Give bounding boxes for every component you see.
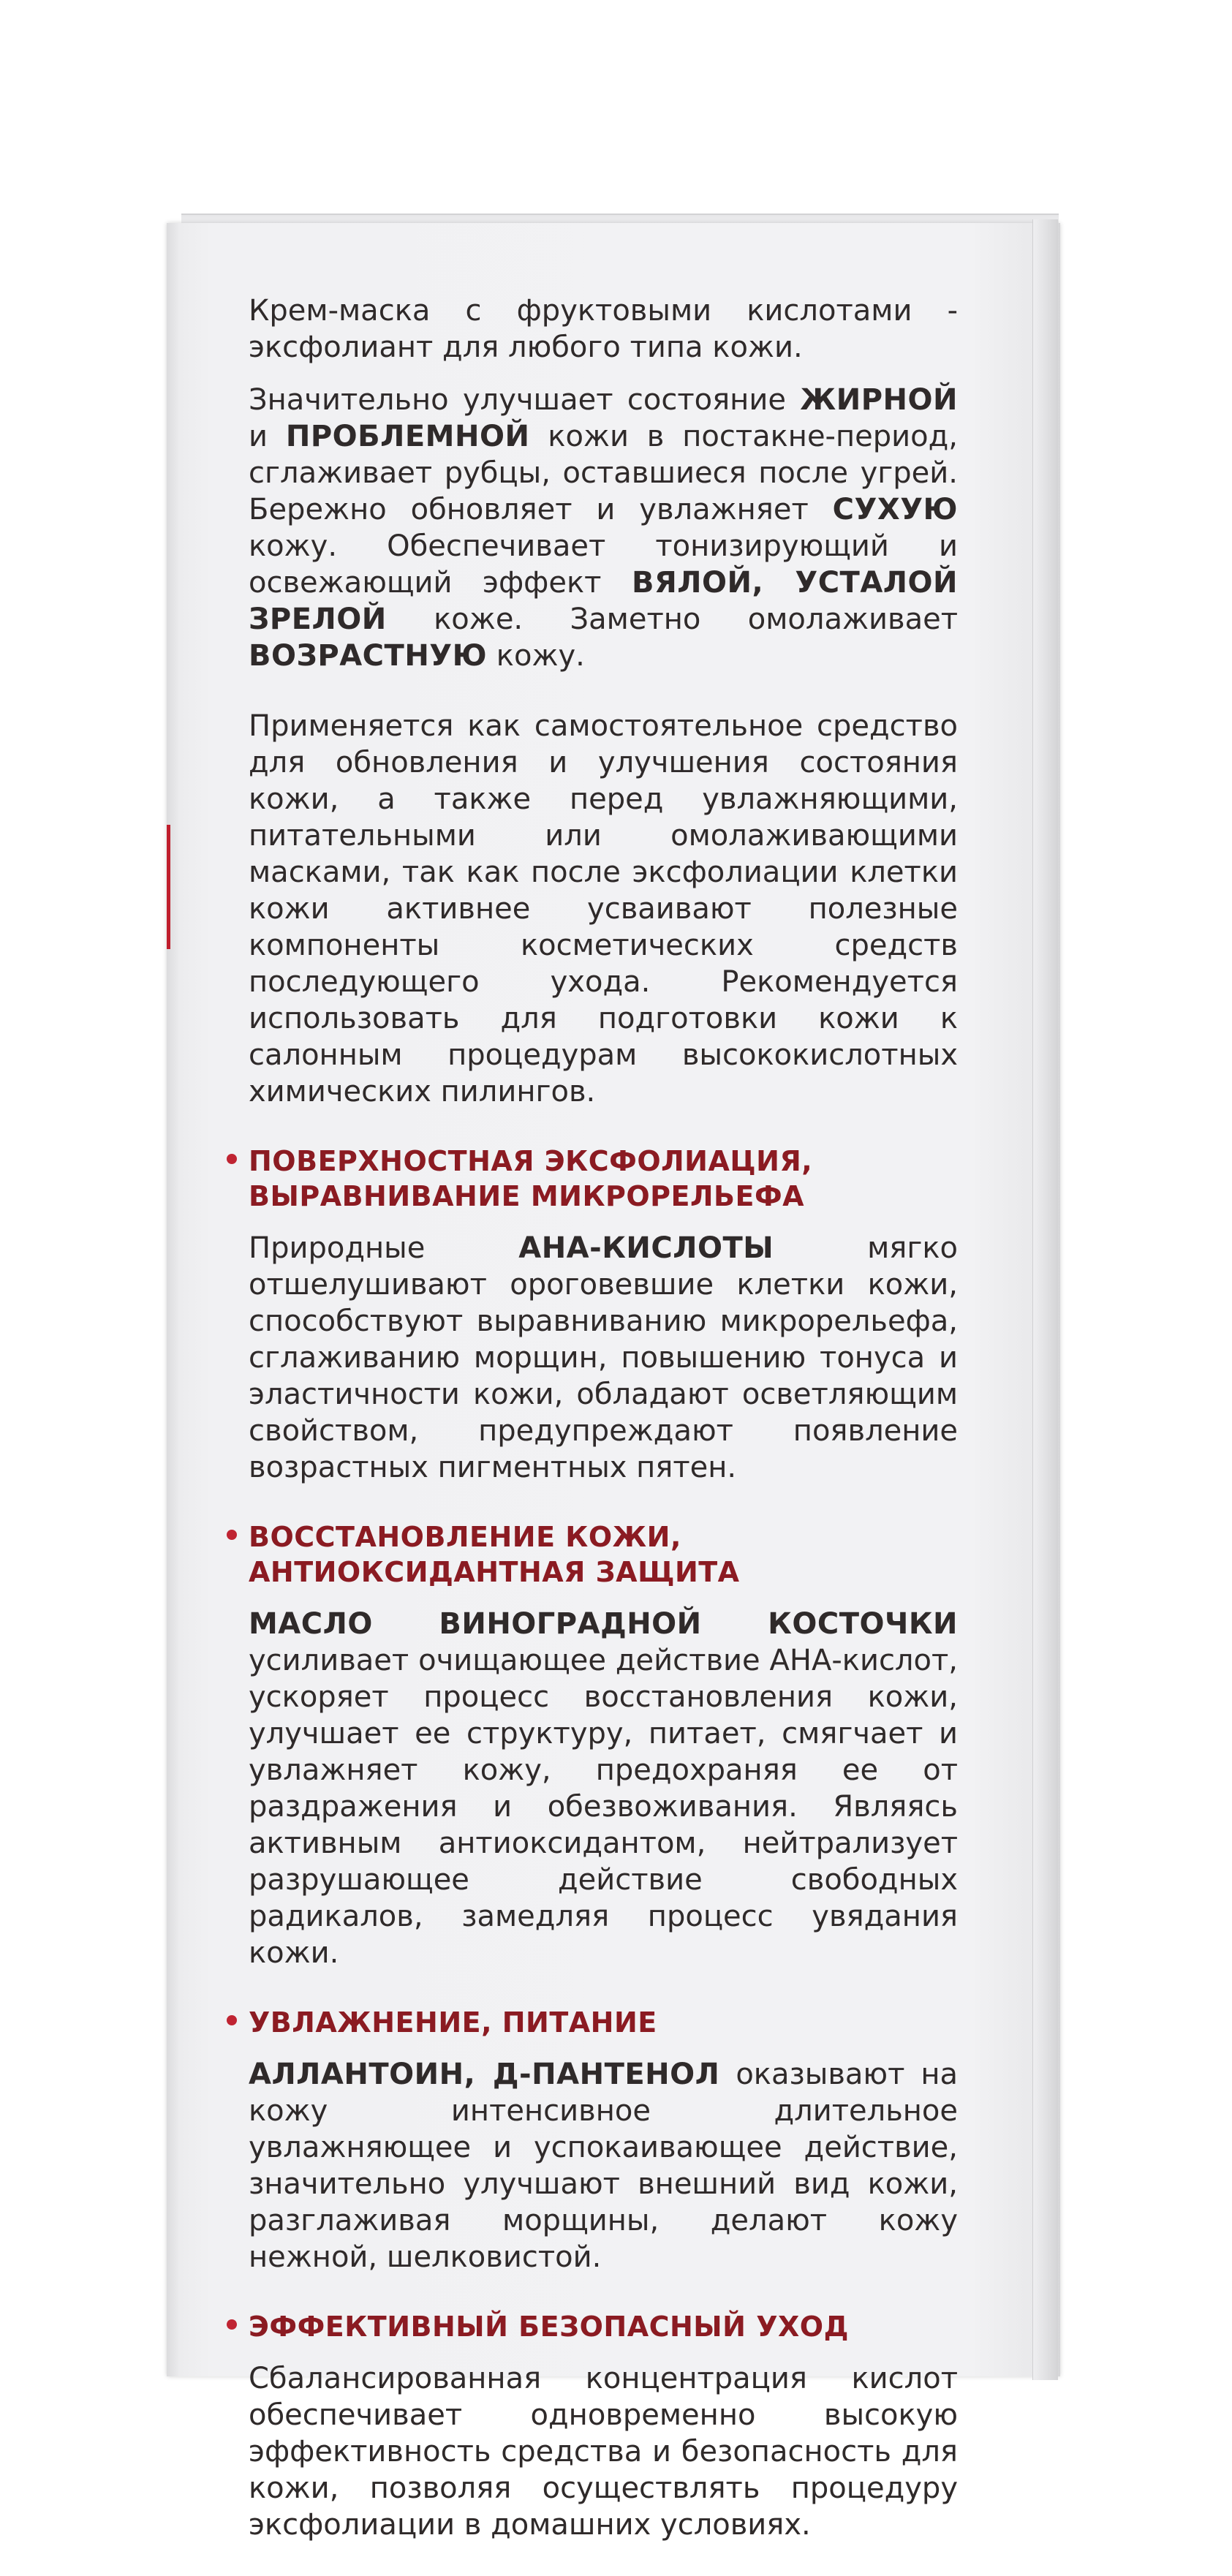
section-body-restoration: МАСЛО ВИНОГРАДНОЙ КОСТОЧКИ усиливает очищающее действие АНА-кислот, ускоряет процесс восстановления кожи, улучшает ее структуру, питает, смягчает и увлажняет кожу, предохраняя ее от раздражения и обезвоживания. Являясь активным антиоксидантом, нейтрализует разрушающее действие свободных радикалов, замедляя процесс увядания кожи.	[249, 1607, 958, 1970]
package-right-edge	[1032, 219, 1058, 2380]
section-heading-exfoliation: ПОВЕРХНОСТНАЯ ЭКСФОЛИАЦИЯ, ВЫРАВНИВАНИЕ МИКРОРЕЛЬЕФА	[249, 1144, 958, 1214]
section-body-moisturizing: АЛЛАНТОИН, Д-ПАНТЕНОЛ оказывают на кожу интенсивное длительное увлажняющее и успокаивающее действие, значительно улучшают внешний вид кожи, разглаживая морщины, делают кожу нежной, шелковистой.	[249, 2058, 958, 2274]
bullet-icon	[227, 1530, 237, 1540]
intro-paragraph-2: Значительно улучшает состояние ЖИРНОЙ и ПРОБЛЕМНОЙ кожи в постакне-период, сглаживает рубцы, оставшиеся после угрей. Бережно обновляет и увлажняет СУХУЮ кожу. Обеспечивает тонизирующий и освежающий эффект ВЯЛОЙ, УСТАЛОЙ ЗРЕЛОЙ коже. Заметно омолаживает ВОЗРАСТНУЮ кожу.	[249, 383, 958, 673]
section-heading-safe-care: ЭФФЕКТИВНЫЙ БЕЗОПАСНЫЙ УХОД	[249, 2309, 958, 2344]
section-heading-moisturizing: УВЛАЖНЕНИЕ, ПИТАНИЕ	[249, 2005, 958, 2040]
bullet-icon	[227, 2015, 237, 2025]
bullet-icon	[227, 2319, 237, 2330]
red-edge-mark	[167, 825, 170, 949]
section-body-exfoliation: Природные АНА-КИСЛОТЫ мягко отшелушивают ороговевшие клетки кожи, способствуют выравниванию микрорельефа, сглаживанию морщин, повышению тонуса и эластичности кожи, обладают осветляющим свойством, предупреждают появление возрастных пигментных пятен.	[249, 1231, 958, 1484]
section-heading-restoration: ВОССТАНОВЛЕНИЕ КОЖИ, АНТИОКСИДАНТНАЯ ЗАЩИТА	[249, 1519, 958, 1590]
package-text	[249, 292, 958, 2543]
bullet-icon	[227, 1154, 237, 1164]
intro-paragraph-3: Применяется как самостоятельное средство для обновления и улучшения состояния кожи, а также перед увлажняющими, питательными или омолаживающими масками, так как после эксфолиации клетки кожи активнее усваивают полезные компоненты косметических средств последующего ухода. Рекомендуется использовать для подготовки кожи к салонным процедурам высококислотных химических пилингов.	[249, 709, 958, 1108]
section-body-safe-care: Сбалансированная концентрация кислот обеспечивает одновременно высокую эффективность средства и безопасность для кожи, позволяя осуществлять процедуру эксфолиации в домашних условиях.	[249, 2362, 958, 2542]
intro-paragraph-1: Крем-маска с фруктовыми кислотами - эксфолиант для любого типа кожи.	[249, 294, 958, 364]
